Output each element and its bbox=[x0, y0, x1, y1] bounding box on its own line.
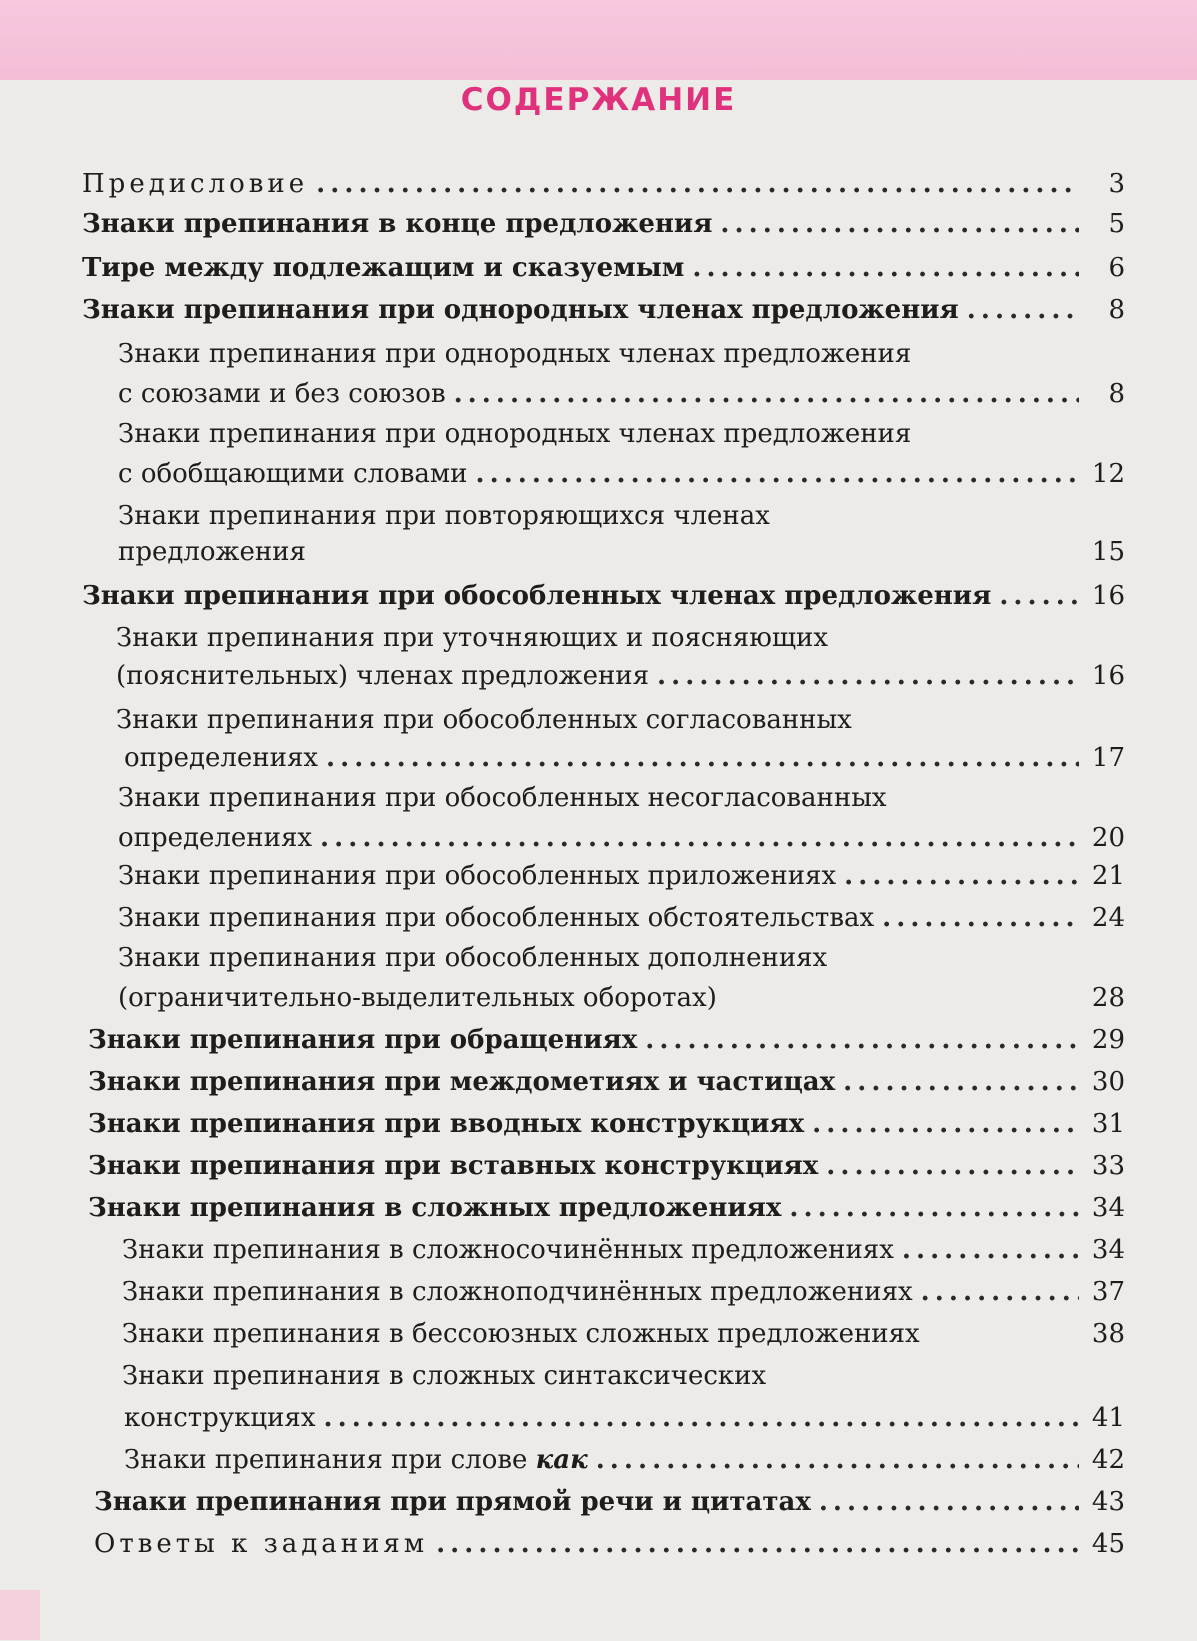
toc-entry[interactable] bbox=[82, 290, 1125, 330]
toc-entry-title-line1: Знаки препинания при обособленных согласованных bbox=[116, 705, 852, 735]
page-title: СОДЕРЖАНИЕ bbox=[460, 82, 737, 118]
toc-entry-page: 30 bbox=[1091, 1067, 1125, 1097]
toc-entry[interactable] bbox=[82, 204, 1125, 244]
dot-leader bbox=[645, 1020, 1079, 1060]
dot-leader bbox=[596, 1440, 1079, 1480]
toc-entry-page: 5 bbox=[1108, 209, 1125, 239]
toc-entry-page: 3 bbox=[1108, 169, 1125, 199]
toc-entry[interactable] bbox=[118, 856, 1125, 896]
dot-leader bbox=[657, 656, 1079, 696]
dot-leader bbox=[882, 898, 1079, 938]
toc-entry-title: Ответы к заданиям bbox=[94, 1529, 429, 1559]
toc-entry-title-emphasis: как bbox=[535, 1445, 588, 1475]
toc-entry[interactable] bbox=[118, 898, 1125, 938]
toc-entry-title: Знаки препинания в бессоюзных сложных предложениях bbox=[122, 1319, 920, 1349]
dot-leader bbox=[826, 1146, 1079, 1186]
dot-leader bbox=[323, 1398, 1079, 1438]
dot-leader bbox=[844, 856, 1079, 896]
toc-entry-title-line1: Знаки препинания при однородных членах предложения bbox=[118, 419, 912, 449]
toc-entry[interactable] bbox=[124, 738, 1125, 778]
toc-entry[interactable] bbox=[82, 164, 1125, 204]
dot-leader bbox=[902, 1230, 1079, 1270]
toc-entry[interactable] bbox=[116, 656, 1125, 696]
toc-entry-title-line1: Знаки препинания при обособленных несогласованных bbox=[118, 783, 887, 813]
toc-entry[interactable] bbox=[122, 1230, 1125, 1270]
toc-entry-title-line1: Знаки препинания в сложных синтаксических bbox=[122, 1361, 767, 1391]
toc-entry[interactable] bbox=[94, 1524, 1125, 1564]
toc-entry[interactable] bbox=[118, 374, 1125, 414]
toc-entry-title: с союзами и без союзов bbox=[118, 379, 446, 409]
toc-entry-page: 8 bbox=[1108, 379, 1125, 409]
toc-entry-title: Знаки препинания при обособленных членах предложения bbox=[82, 581, 992, 611]
toc-entry-title: Знаки препинания в сложноподчинённых предложениях bbox=[122, 1277, 913, 1307]
toc-entry-page: 33 bbox=[1091, 1151, 1125, 1181]
toc-entry-title: Знаки препинания при обособленных приложениях bbox=[118, 861, 837, 891]
toc-entry-page: 12 bbox=[1091, 459, 1125, 489]
toc-entry-page: 37 bbox=[1091, 1277, 1125, 1307]
toc-entry-title-line1: Знаки препинания при обособленных дополнениях bbox=[118, 943, 828, 973]
toc-entry-page: 17 bbox=[1091, 743, 1125, 773]
dot-leader bbox=[720, 204, 1079, 244]
toc-entry-title bbox=[124, 1440, 588, 1480]
toc-entry[interactable] bbox=[118, 532, 1125, 572]
toc-entry-page: 45 bbox=[1091, 1529, 1125, 1559]
toc-entry[interactable] bbox=[88, 1104, 1125, 1144]
toc-entry-title: Знаки препинания в сложных предложениях bbox=[88, 1193, 782, 1223]
toc-entry-title: (пояснительных) членах предложения bbox=[116, 661, 650, 691]
toc-entry-title-line1: Знаки препинания при уточняющих и поясняющих bbox=[116, 623, 829, 653]
toc-entry-title: Знаки препинания при междометиях и частицах bbox=[88, 1067, 836, 1097]
toc-entry-title-text: Знаки препинания при слове bbox=[124, 1445, 528, 1475]
toc-entry-title: конструкциях bbox=[124, 1403, 316, 1433]
toc-entry-page: 16 bbox=[1091, 661, 1125, 691]
toc-entry-title: Предисловие bbox=[82, 169, 309, 199]
toc-entry[interactable] bbox=[118, 818, 1125, 858]
toc-entry[interactable] bbox=[122, 1314, 1125, 1354]
toc-entry-title: Тире между подлежащим и сказуемым bbox=[82, 253, 685, 283]
toc-entry-page: 24 bbox=[1091, 903, 1125, 933]
toc-entry[interactable] bbox=[88, 1062, 1125, 1102]
toc-entry[interactable] bbox=[122, 1272, 1125, 1312]
toc-entry-page: 42 bbox=[1091, 1445, 1125, 1475]
dot-leader bbox=[967, 290, 1079, 330]
dot-leader bbox=[819, 1482, 1079, 1522]
dot-leader bbox=[921, 1272, 1079, 1312]
dot-leader bbox=[476, 454, 1080, 494]
toc-entry-page: 43 bbox=[1091, 1487, 1125, 1517]
dot-leader bbox=[316, 164, 1079, 204]
toc-entry-title: определениях bbox=[118, 823, 313, 853]
toc-entry-title: Знаки препинания при однородных членах предложения bbox=[82, 295, 959, 325]
dot-leader bbox=[789, 1188, 1079, 1228]
toc-entry-title: Знаки препинания при обращениях bbox=[88, 1025, 638, 1055]
toc-entry-title: с обобщающими словами bbox=[118, 459, 468, 489]
toc-entry-title: Знаки препинания при прямой речи и цитатах bbox=[94, 1487, 811, 1517]
toc-entry-page: 21 bbox=[1091, 861, 1125, 891]
toc-entry-page: 8 bbox=[1108, 295, 1125, 325]
toc-entry-page: 6 bbox=[1108, 253, 1125, 283]
dot-leader bbox=[999, 576, 1079, 616]
toc-entry-page: 41 bbox=[1091, 1403, 1125, 1433]
toc-entry[interactable] bbox=[124, 1440, 1125, 1480]
toc-entry-page: 34 bbox=[1091, 1193, 1125, 1223]
dot-leader bbox=[692, 248, 1079, 288]
toc-entry[interactable] bbox=[124, 1398, 1125, 1438]
toc-entry[interactable] bbox=[88, 1020, 1125, 1060]
dot-leader bbox=[454, 374, 1079, 414]
dot-leader bbox=[320, 818, 1079, 858]
toc-entry-title: Знаки препинания при обособленных обстоятельствах bbox=[118, 903, 875, 933]
toc-entry-page: 20 bbox=[1091, 823, 1125, 853]
toc-entry-title: Знаки препинания в сложносочинённых предложениях bbox=[122, 1235, 894, 1265]
page-edge-mark bbox=[0, 1590, 40, 1640]
dot-leader bbox=[843, 1062, 1079, 1102]
dot-leader bbox=[812, 1104, 1079, 1144]
toc-entry-title: определениях bbox=[124, 743, 319, 773]
toc-entry[interactable] bbox=[118, 978, 1125, 1018]
toc-entry-title: Знаки препинания при вставных конструкциях bbox=[88, 1151, 819, 1181]
toc-entry-page: 34 bbox=[1091, 1235, 1125, 1265]
toc-entry-page: 38 bbox=[1091, 1319, 1125, 1349]
dot-leader bbox=[436, 1524, 1079, 1564]
toc-entry-page: 15 bbox=[1091, 537, 1125, 567]
toc-entry-title-line1: Знаки препинания при однородных членах предложения bbox=[118, 339, 912, 369]
toc-entry-title-line1: Знаки препинания при повторяющихся членах bbox=[118, 501, 770, 531]
dot-leader bbox=[326, 738, 1079, 778]
toc-entry-page: 16 bbox=[1091, 581, 1125, 611]
toc-entry[interactable] bbox=[82, 576, 1125, 616]
toc-entry-page: 31 bbox=[1091, 1109, 1125, 1139]
toc-entry-title: Знаки препинания в конце предложения bbox=[82, 209, 713, 239]
toc-entry[interactable] bbox=[88, 1146, 1125, 1186]
toc-entry-page: 29 bbox=[1091, 1025, 1125, 1055]
toc-entry-page: 28 bbox=[1091, 983, 1125, 1013]
toc-entry-title: Знаки препинания при вводных конструкциях bbox=[88, 1109, 805, 1139]
toc-entry[interactable] bbox=[82, 248, 1125, 288]
toc-entry-title: предложения bbox=[118, 537, 306, 567]
toc-entry-title: (ограничительно-выделительных оборотах) bbox=[118, 983, 717, 1013]
toc-entry[interactable] bbox=[94, 1482, 1125, 1522]
toc-entry[interactable] bbox=[118, 454, 1125, 494]
toc-entry[interactable] bbox=[88, 1188, 1125, 1228]
